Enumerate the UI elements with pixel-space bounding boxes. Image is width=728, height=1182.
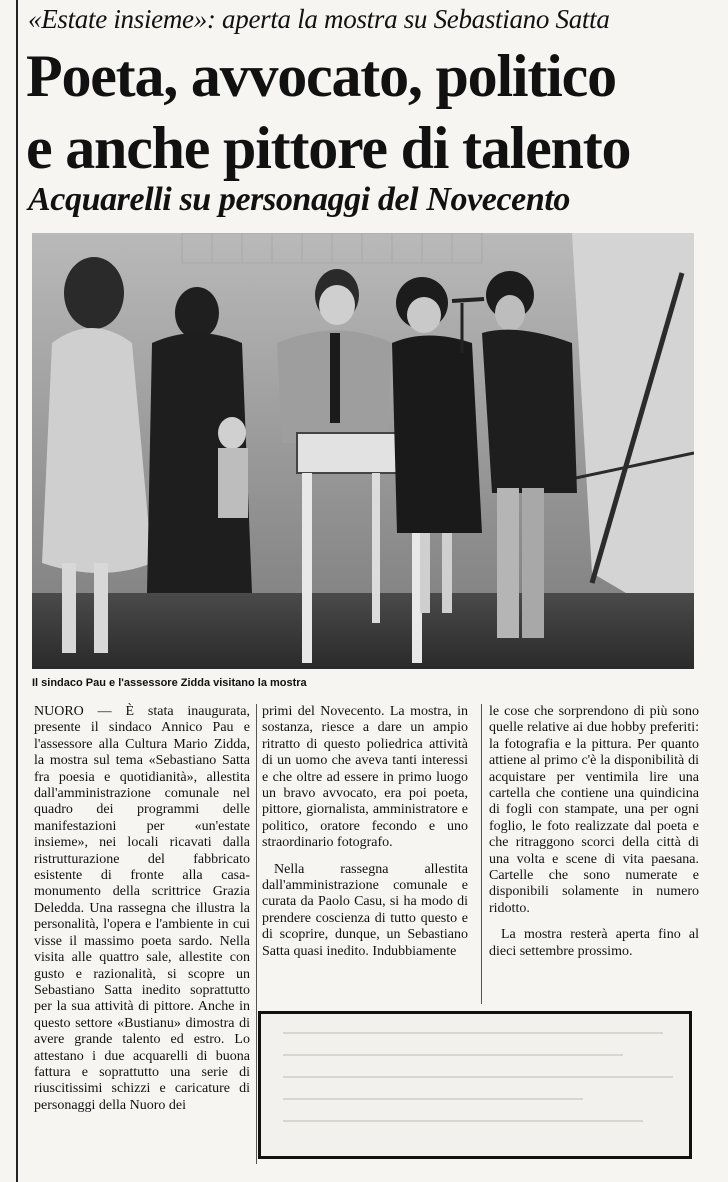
faded-line — [283, 1098, 583, 1100]
exhibition-photo-illustration — [32, 233, 694, 669]
column-divider — [256, 704, 257, 1164]
faded-line — [283, 1120, 643, 1122]
headline-line-2: e anche pittore di talento — [26, 115, 631, 181]
column-3-paragraph-2: La mostra resterà aperta fino al dieci settembre prossimo. — [489, 927, 699, 959]
article-column-1 — [34, 704, 250, 1114]
article-kicker: «Estate insieme»: aperta la mostra su Sebastiano Satta — [28, 4, 610, 34]
column-divider — [481, 704, 482, 1004]
faded-line — [283, 1054, 623, 1056]
article-subhead: Acquarelli su personaggi del Novecento — [28, 181, 570, 218]
faded-line — [283, 1076, 673, 1078]
headline-line-1: Poeta, avvocato, politico — [26, 43, 616, 109]
bordered-box — [258, 1011, 692, 1159]
article-column-3 — [489, 704, 699, 960]
column-1-paragraph-1: NUORO — È stata inaugurata, presente il sindaco Annico Pau e l'assessore alla Cultura Mario Zidda, la mostra sul tema «Sebastiano Satta fra poesia e quotidianità», allestita dall'amministrazione comunale nel quadro dei programmi delle manifestazioni per «un'estate insieme», nei locali ricavati dalla ristrutturazione del fabbricato esistente di fronte alla casa-monumento della scrittrice Grazia Deledda. Una rassegna che illustra la personalità, l'opera e l'ambiente in cui visse il massimo poeta sardo. Nella visita alle quattro sale, allestite con gusto e razionalità, si scopre un Sebastiano Satta inedito soprattutto per la sua attività di pittore. Anche in questo settore «Bustianu» dimostra di avere grande talento ed estro. Lo attestano i due acquarelli di buona fattura e soprattutto una serie di riuscitissimi schizzi e caricature di personaggi della Nuoro dei — [34, 704, 250, 1113]
column-2-paragraph-2: Nella rassegna allestita dall'amministrazione comunale e curata da Paolo Casu, si ha modo di prendere coscienza di tutto questo e di scoprire, dunque, un Sebastiano Satta quasi inedito. Indubbiamente — [262, 861, 468, 959]
article-column-2 — [262, 704, 468, 960]
column-3-paragraph-1: le cose che sorprendono di più sono quelle relative ai due hobby preferiti: la fotografia e la pittura. Per quanto attiene al primo c'è la disponibilità di acquistare per ventimila lire una cartella che contiene una quindicina di fogli con stampate, una per ogni foglio, le foto realizzate dal poeta e che ritraggono scorci della città di una volta e scene di vita paesana. Cartelle che sono numerate e disponibili solamente in numero ridotto. — [489, 704, 699, 916]
column-2-paragraph-1: primi del Novecento. La mostra, in sostanza, riesce a dare un ampio ritratto di questo poliedrica attività di un uomo che aveva tanti interessi e che oltre ad essere in primo luogo un bravo avvocato, era poi poeta, pittore, giornalista, amministratore e politico, oratore fecondo e uno straordinario fotografo. — [262, 704, 468, 851]
photo-caption: Il sindaco Pau e l'assessore Zidda visitano la mostra — [32, 677, 307, 689]
faded-line — [283, 1032, 663, 1034]
article-headline — [26, 40, 726, 184]
article-photo — [32, 233, 694, 669]
